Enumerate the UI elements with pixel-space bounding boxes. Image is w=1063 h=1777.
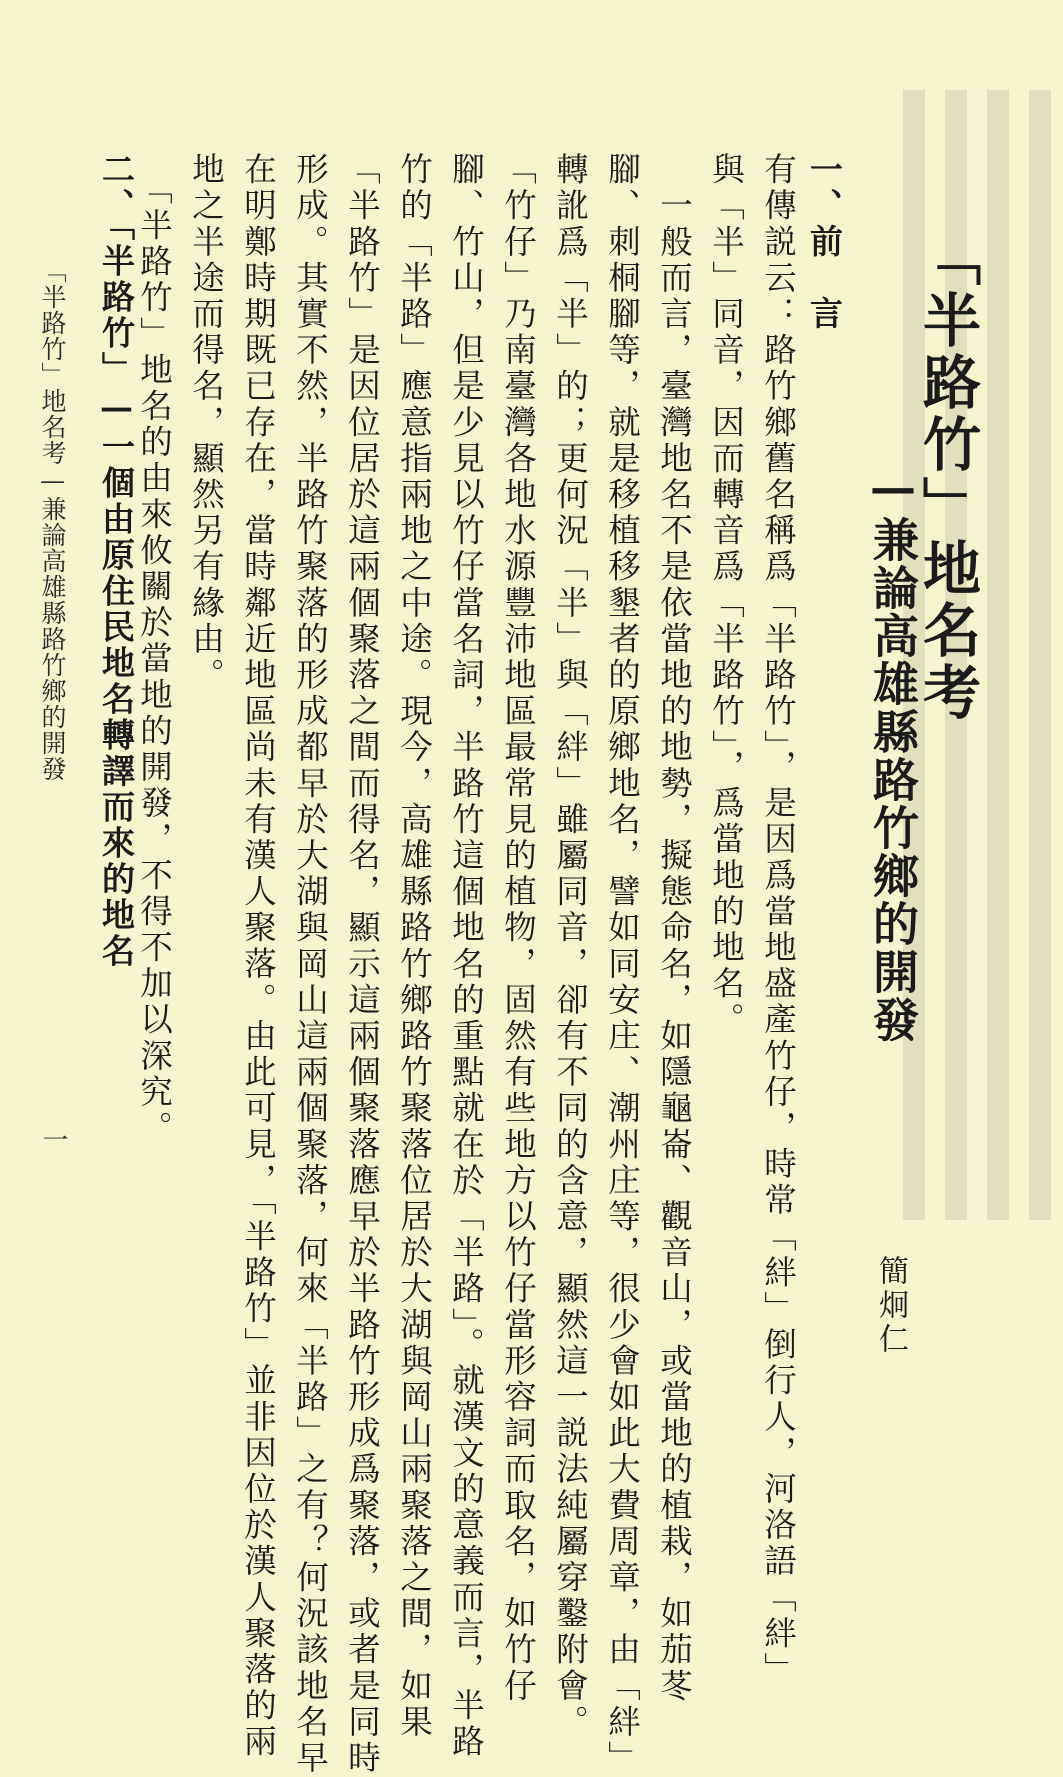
body-line: 「半路竹」是因位居於這兩個聚落之間而得名，顯示這兩個聚落應早於半路竹形成爲聚落，或者是同時 [343,152,382,1777]
body-line: 腳、竹山，但是少見以竹仔當名詞，半路竹這個地名的重點就在於「半路」。就漢文的意義而言，半路 [447,152,486,1761]
body-line: 「竹仔」乃南臺灣各地水源豐沛地區最常見的植物，固然有些地方以竹仔當形容詞而取名，如竹仔 [499,152,538,1705]
body-line: 轉訛爲「半」的；更何況「半」與「絆」雖屬同音，卻有不同的含意，顯然這一説法純屬穿鑿附會。 [551,152,590,1741]
body-line: 地之半途而得名，顯然另有緣由。 [187,152,226,694]
running-head: 「半路竹」地名考—兼論高雄縣路竹鄉的開發 [38,258,67,782]
body-line: 有傳説云：路竹鄉舊名稱爲「半路竹」，是因爲當地盛產竹仔，時常「絆」倒行人，河洛語「絆」 [759,152,798,1689]
article-subtitle: —兼論高雄縣路竹鄉的開發 [866,460,920,1044]
body-line: 「半路竹」地名的由來攸關於當地的開發，不得不加以深究。 [135,152,174,1147]
author-name: 簡炯仁 [873,1255,908,1357]
body-line: 在明鄭時期既已存在，當時鄰近地區尚未有漢人聚落。由此可見，「半路竹」並非因位於漢人聚落的兩 [239,152,278,1761]
body-line: 形成。其實不然，半路竹聚落的形成都早於大湖與岡山這兩個聚落，何來「半路」之有？何況該地名早 [291,152,330,1777]
body-line: 竹的「半路」應意指兩地之中途。現今，高雄縣路竹鄉路竹聚落位居於大湖與岡山兩聚落之間，如果 [395,152,434,1741]
page-number: 一 [38,1126,68,1152]
body-line: 腳、刺桐腳等，就是移植移墾者的原鄉地名，譬如同安庄、潮州庄等，很少會如此大費周章，由「絆」 [603,152,642,1777]
body-line: 一般而言，臺灣地名不是依當地的地勢，擬態命名，如隱龜崙、觀音山，或當地的植栽，如茄苳 [655,152,694,1705]
section-heading: 一、前 言 [805,152,844,332]
body-line: 與「半」同音，因而轉音爲「半路竹」，爲當地的地名。 [707,152,746,1039]
article-title: 「半路竹」地名考 [913,228,981,724]
section-heading: 二、「半路竹」—一個由原住民地名轉譯而來的地名 [97,152,136,970]
